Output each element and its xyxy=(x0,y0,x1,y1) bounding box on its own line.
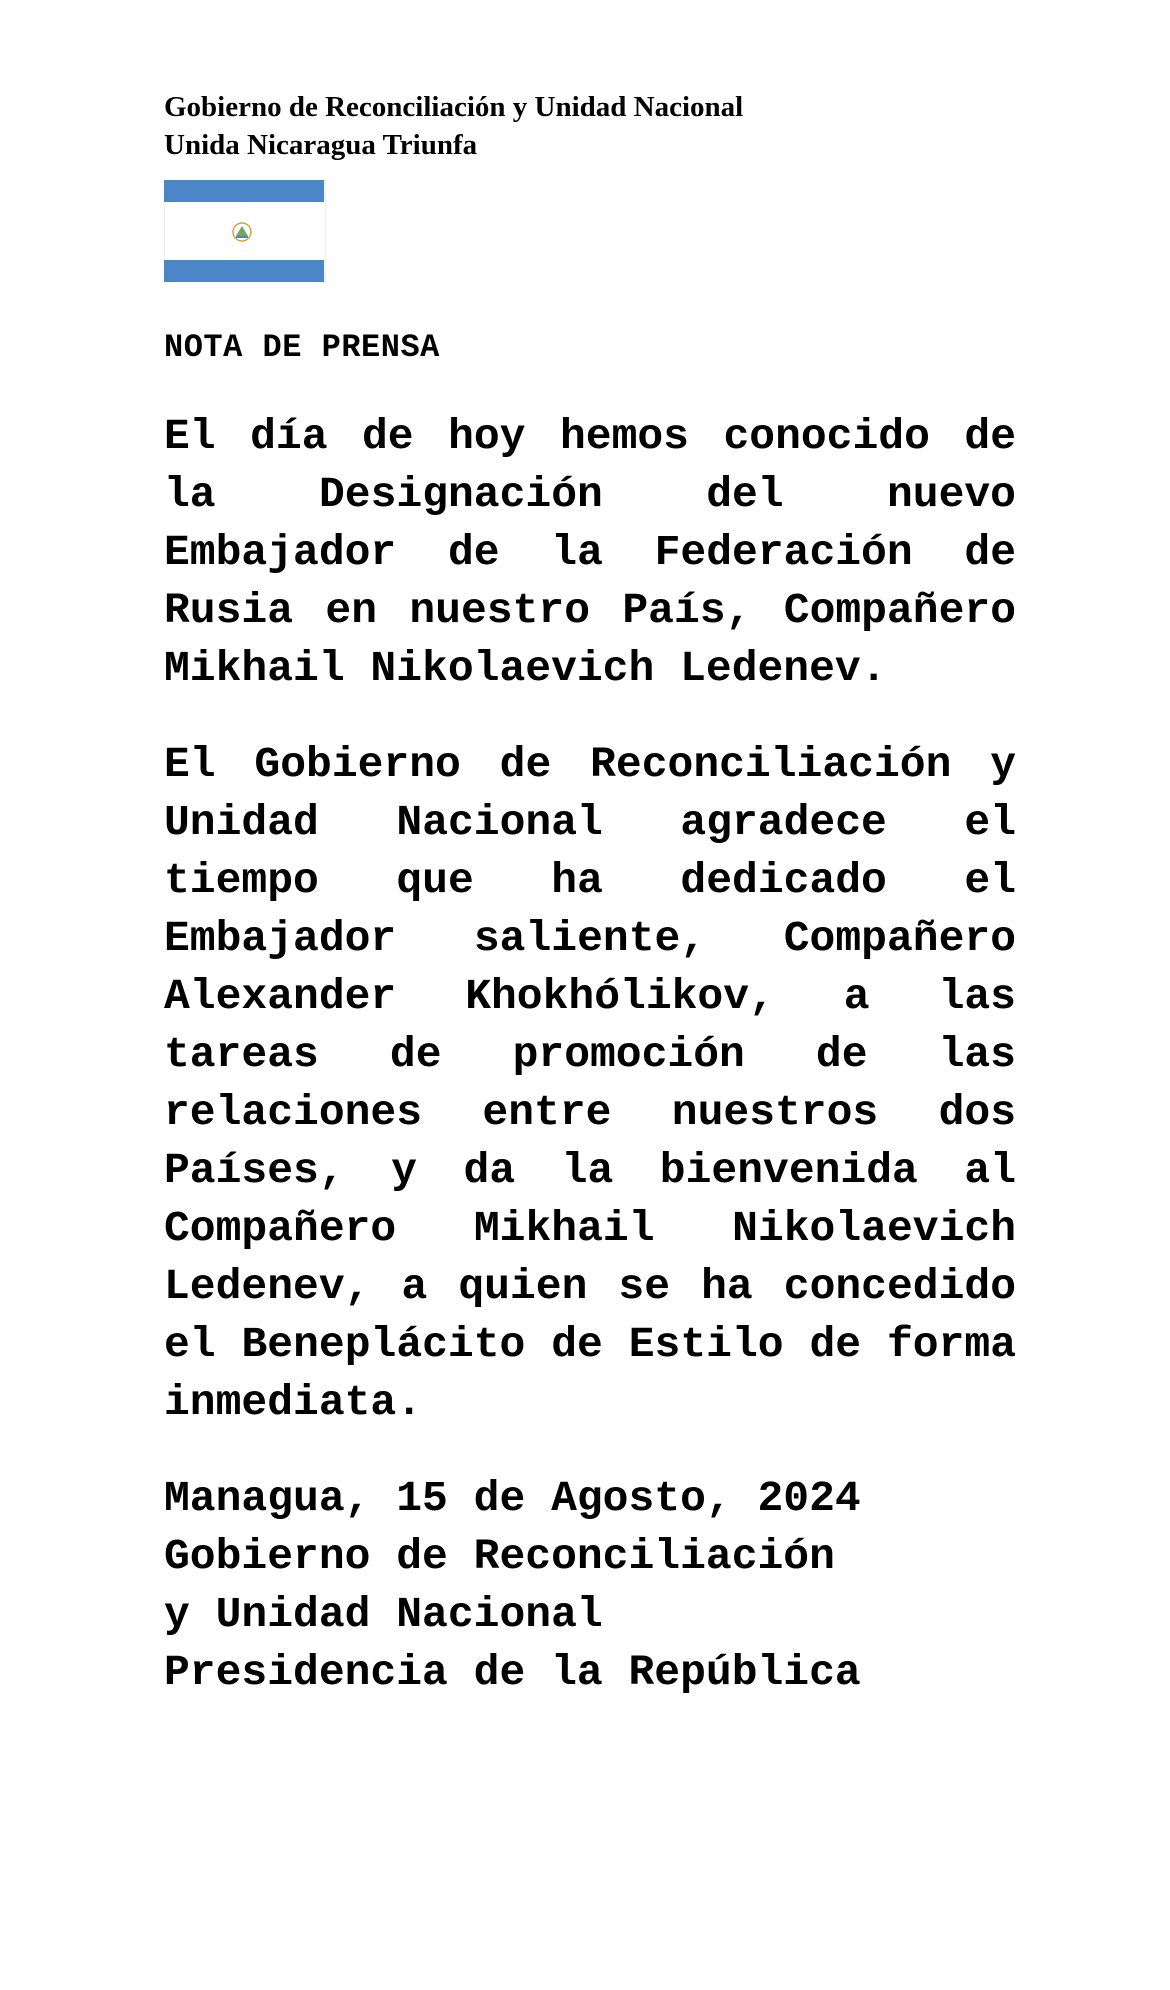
signature-line-2: y Unidad Nacional xyxy=(164,1590,603,1639)
nicaragua-flag-icon xyxy=(164,180,326,282)
government-header xyxy=(164,88,1016,164)
place-date: Managua, 15 de Agosto, 2024 xyxy=(164,1474,861,1523)
government-name: Gobierno de Reconciliación y Unidad Nacional xyxy=(164,91,744,123)
document-label: NOTA DE PRENSA xyxy=(164,329,440,366)
government-slogan: Unida Nicaragua Triunfa xyxy=(164,129,478,161)
signature-line-1: Gobierno de Reconciliación xyxy=(164,1532,835,1581)
signature-block xyxy=(164,1470,1016,1702)
signature-line-3: Presidencia de la República xyxy=(164,1648,861,1697)
paragraph-acknowledgement: El Gobierno de Reconciliación y Unidad Nacional agradece el tiempo que ha dedicado el Embajador saliente, Compañero Alexander Khokhólikov, a las tareas de promoción de las relaciones entre nuestros dos Países, y da la bienvenida al Compañero Mikhail Nikolaevich Ledenev, a quien se ha concedido el Beneplácito de Estilo de forma inmediata. xyxy=(164,740,1016,1427)
paragraph-designation: El día de hoy hemos conocido de la Designación del nuevo Embajador de la Federación de Rusia en nuestro País, Compañero Mikhail Nikolaevich Ledenev. xyxy=(164,412,1016,693)
press-release-page xyxy=(164,88,1016,1702)
